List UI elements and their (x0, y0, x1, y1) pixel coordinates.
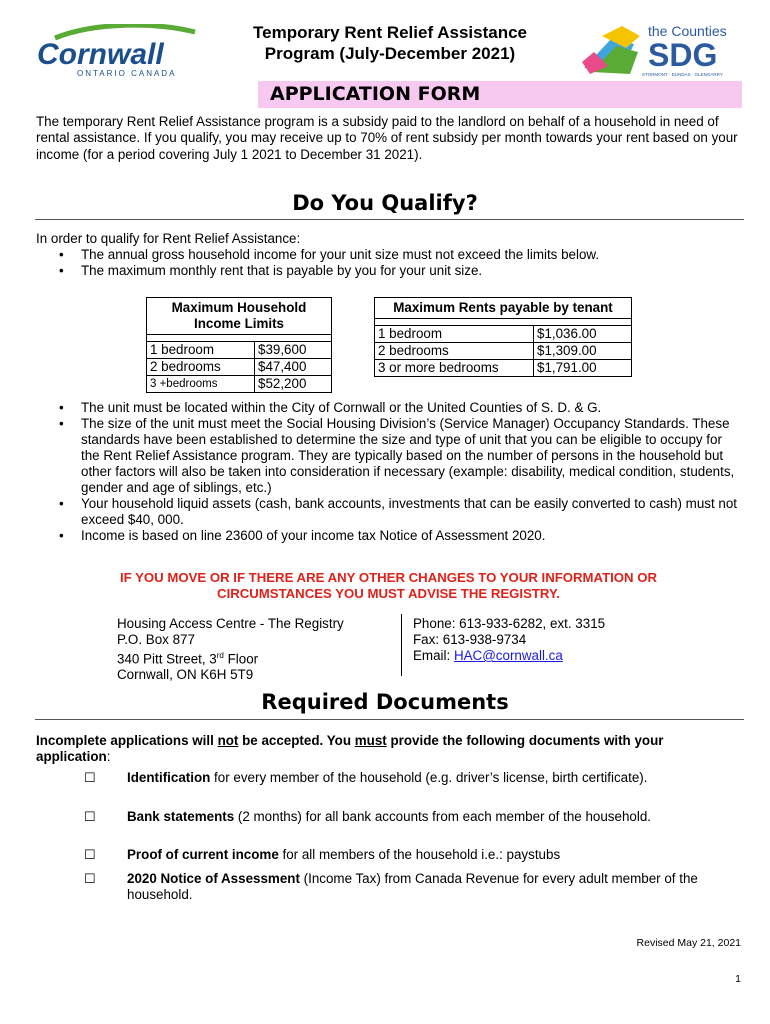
list-item: • The size of the unit must meet the Social Housing Division’s (Service Manager) Occupancy Standards. These standards have been established to determine the size and type of unit that you can be eligible to occupy for the Rent Relief Assistance program. They are typically based on the number of persons in the household but other factors will also be taken into consideration if necessary (example: disability, medical condition, students, gender and age of siblings, etc.) (36, 416, 744, 496)
table-header: Maximum Rents payable by tenant (375, 298, 632, 319)
form-title: APPLICATION FORM (270, 83, 481, 105)
list-item: • The annual gross household income for your unit size must not exceed the limits below. (36, 247, 741, 263)
svg-text:SDG: SDG (648, 37, 718, 73)
intro-paragraph: The temporary Rent Relief Assistance program is a subsidy paid to the landlord on behalf of a household in need of rental assistance. If you qualify, you may receive up to 70% of rent subsidy per month towards your rent based on your income (for a period covering July 1 2021 to December 31 2021). (36, 114, 738, 162)
required-heading: Required Documents (261, 690, 509, 714)
doc-item-identification: ☐ Identification for every member of the household (e.g. driver’s license, birth certificate). (84, 770, 648, 785)
table-row: 1 bedroom $1,036.00 (375, 326, 632, 343)
contact-address: Housing Access Centre - The Registry P.O. Box 877 340 Pitt Street, 3rd Floor Cornwall, ON K6H 5T9 (117, 616, 344, 683)
table-header: Maximum Household Income Limits (147, 298, 332, 335)
eligibility-list (36, 400, 744, 544)
contact-details: Phone: 613-933-6282, ext. 3315 Fax: 613-938-9734 Email: HAC@cornwall.ca (413, 616, 606, 663)
email-link[interactable]: HAC@cornwall.ca (453, 648, 563, 663)
table-row: 3 +bedrooms $52,200 (147, 376, 332, 393)
table-row: 1 bedroom $39,600 (147, 342, 332, 359)
doc-item-proof-of-income: ☐ Proof of current income for all members of the household i.e.: paystubs (84, 847, 561, 862)
list-item: • The unit must be located within the City of Cornwall or the United Counties of S. D. & G. (36, 400, 744, 416)
divider (35, 219, 744, 220)
max-rents-table (374, 297, 632, 377)
svg-text:Cornwall: Cornwall (37, 38, 164, 71)
list-item: • The maximum monthly rent that is payable by you for your unit size. (36, 263, 741, 279)
checkbox[interactable]: ☐ (84, 871, 96, 886)
page-title: Temporary Rent Relief Assistance Program (July-December 2021) (253, 23, 527, 63)
list-item: • Your household liquid assets (cash, bank accounts, investments that can be easily converted to cash) must not exceed $40, 000. (36, 496, 744, 528)
qualify-lead: In order to qualify for Rent Relief Assistance: (36, 231, 301, 246)
sdg-logo (582, 22, 738, 78)
svg-text:ONTARIO CANADA: ONTARIO CANADA (77, 69, 177, 78)
change-notice: IF YOU MOVE OR IF THERE ARE ANY OTHER CHANGES TO YOUR INFORMATION OR CIRCUMSTANCES YOU MUST ADVISE THE REGISTRY. (119, 570, 658, 601)
contact-divider (401, 614, 402, 676)
checkbox[interactable]: ☐ (84, 847, 96, 862)
svg-text:STORMONT · DUNDAS · GLENGARRY: STORMONT · DUNDAS · GLENGARRY (642, 72, 723, 77)
checkbox[interactable]: ☐ (84, 770, 96, 785)
income-limits-table (146, 297, 332, 393)
form-title-bar (258, 81, 742, 108)
table-row: 2 bedrooms $47,400 (147, 359, 332, 376)
required-intro: Incomplete applications will not be accepted. You must provide the following documents with your application: (36, 733, 664, 764)
qualify-section (36, 231, 741, 279)
list-item: • Income is based on line 23600 of your income tax Notice of Assessment 2020. (36, 528, 744, 544)
cornwall-logo (35, 24, 207, 78)
table-row: 2 bedrooms $1,309.00 (375, 343, 632, 360)
svg-text:the Counties: the Counties (648, 23, 727, 39)
qualify-heading: Do You Qualify? (292, 191, 478, 215)
page-number: 1 (735, 973, 741, 985)
table-row: 3 or more bedrooms $1,791.00 (375, 360, 632, 377)
doc-item-bank-statements: ☐ Bank statements (2 months) for all bank accounts from each member of the household. (84, 809, 651, 824)
checkbox[interactable]: ☐ (84, 809, 96, 824)
revised-date: Revised May 21, 2021 (636, 937, 741, 949)
divider (35, 719, 744, 720)
doc-item-notice-of-assessment: ☐ 2020 Notice of Assessment (Income Tax) from Canada Revenue for every adult member of the household. (84, 871, 698, 903)
